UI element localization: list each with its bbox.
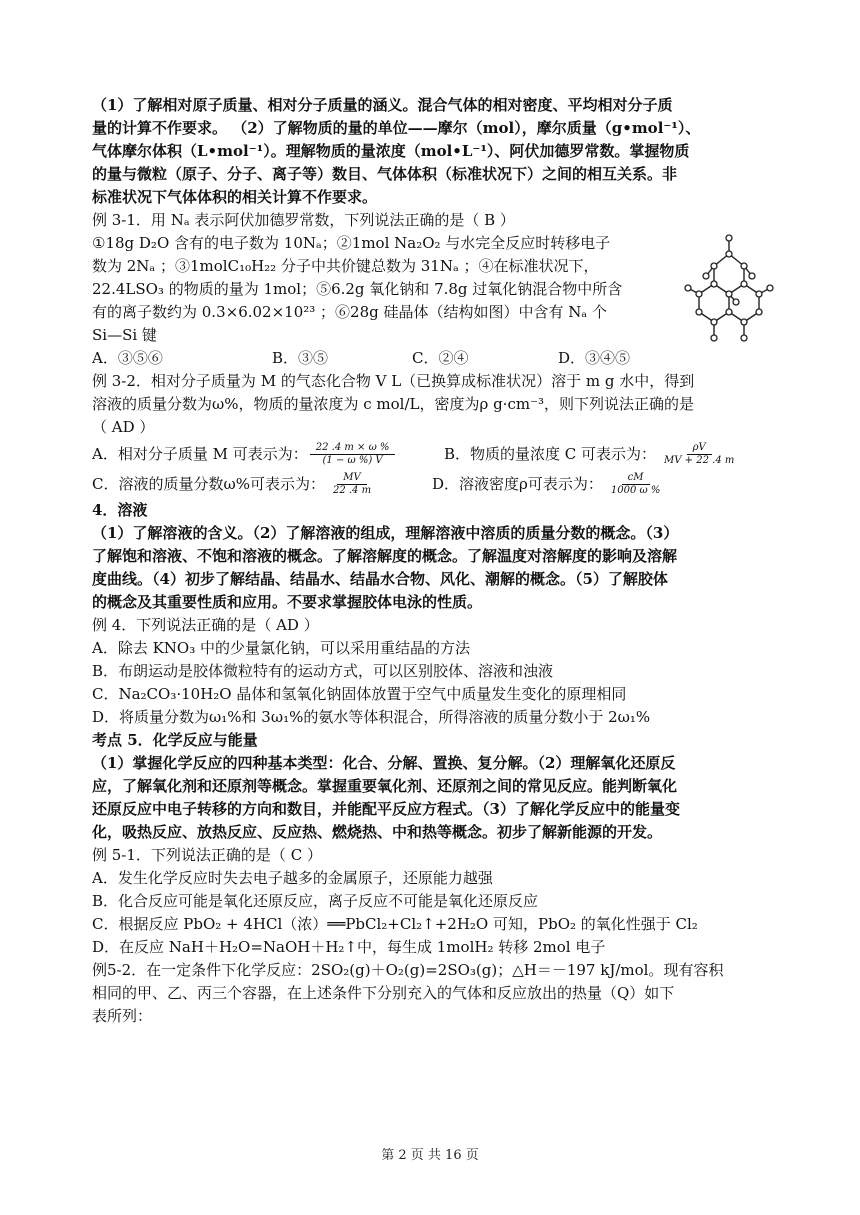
req-line: 度曲线。（4）初步了解结晶、结晶水、结晶水合物、风化、潮解的概念。（5）了解胶体 <box>92 570 668 588</box>
option-a-label: A．相对分子质量 M 可表示为： <box>92 444 308 463</box>
option-c <box>92 472 432 497</box>
options-cd <box>92 469 772 499</box>
req-line: （1）了解相对原子质量、相对分子质量的涵义。混合气体的相对密度、平均相对分子质 <box>92 96 673 114</box>
section4-requirements <box>92 522 772 614</box>
choice-c: C．②④ <box>412 349 469 367</box>
text-line: 相同的甲、乙、丙三个容器，在上述条件下分别充入的气体和反应放出的热量（Q）如下 <box>92 984 675 1002</box>
example-3-1 <box>92 209 772 370</box>
text-line: B．化合反应可能是氧化还原反应，离子反应不可能是氧化还原反应 <box>92 892 539 910</box>
numerator: cM <box>622 472 650 485</box>
example-3-2 <box>92 370 772 499</box>
text-line: ①18g D₂O 含有的电子数为 10Nₐ；②1mol Na₂O₂ 与水完全反应时转移电子 <box>92 234 611 252</box>
req-line: 量的计算不作要求。 （2）了解物质的量的单位——摩尔（mol），摩尔质量（g•mol⁻¹）、 <box>92 119 701 137</box>
option-d-label: D．溶液密度ρ可表示为： <box>432 474 603 493</box>
req-line: 化，吸热反应、放热反应、反应热、燃烧热、中和热等概念。初步了解新能源的开发。 <box>92 823 663 841</box>
text-line: A．除去 KNO₃ 中的少量氯化钠，可以采用重结晶的方法 <box>92 639 471 657</box>
text-line: 数为 2Nₐ ；③1molC₁₀H₂₂ 分子中共价键总数为 31Nₐ ；④在标准状况下， <box>92 257 599 275</box>
page-footer: 第 2 页 共 16 页 <box>381 1148 479 1163</box>
numerator: ρV <box>687 442 712 455</box>
choice-b: B．③⑤ <box>272 349 329 367</box>
req-line: 应，了解氧化剂和还原剂等概念。掌握重要氧化剂、还原剂之间的常见反应。能判断氧化 <box>92 777 678 795</box>
fraction <box>327 472 377 497</box>
denominator: 22 .4 m <box>332 484 372 496</box>
denominator: 1000 ω % <box>610 484 661 496</box>
text-line: 例 3-2．相对分子质量为 M 的气态化合物 V L（已换算成标准状况）溶于 m g 水中，得到 <box>92 372 695 390</box>
section3-requirements <box>92 94 772 209</box>
text-line: 例5-2．在一定条件下化学反应：2SO₂(g)＋O₂(g)=2SO₃(g)；△H＝－197 kJ/mol。现有容积 <box>92 961 724 979</box>
example-4 <box>92 614 772 729</box>
section5-requirements <box>92 752 772 844</box>
option-b <box>444 442 742 467</box>
text-line: 22.4LSO₃ 的物质的量为 1mol；⑤6.2g 氧化钠和 7.8g 过氧化钠混合物中所含 <box>92 280 623 298</box>
numerator: 22 .4 m × ω % <box>310 442 396 455</box>
option-c-label: C．溶液的质量分数ω%可表示为： <box>92 474 325 493</box>
req-line: 的量与微粒（原子、分子、离子等）数目、气体体积（标准状况下）之间的相互关系。非 <box>92 165 678 183</box>
question: 例 3-1．用 Nₐ 表示阿伏加德罗常数，下列说法正确的是（ B ） <box>92 211 515 229</box>
fraction <box>658 442 740 467</box>
fraction <box>310 442 396 467</box>
page-content <box>92 94 772 1028</box>
text-line: 例 5-1．下列说法正确的是（ C ） <box>92 846 322 864</box>
text-line: C．根据反应 PbO₂ + 4HCl（浓）══PbCl₂+Cl₂↑+2H₂O 可知，PbO₂ 的氧化性强于 Cl₂ <box>92 915 698 933</box>
section4-title: 4．溶液 <box>92 501 148 519</box>
req-line: （1）掌握化学反应的四种基本类型：化合、分解、置换、复分解。（2）理解氧化还原反 <box>92 754 676 772</box>
req-line: 气体摩尔体积（L•mol⁻¹）。理解物质的量浓度（mol•L⁻¹）、阿伏加德罗常数。掌握物质 <box>92 142 690 160</box>
text-line: Si—Si 键 <box>92 326 157 344</box>
text-line: 表所列： <box>92 1007 153 1025</box>
text-line: 例 4．下列说法正确的是（ AD ） <box>92 616 319 634</box>
option-b-label: B．物质的量浓度 C 可表示为： <box>444 444 657 463</box>
example-5-1 <box>92 844 772 959</box>
example-5-2 <box>92 959 772 1028</box>
text-line: B．布朗运动是胶体微粒特有的运动方式，可以区别胶体、溶液和浊液 <box>92 662 554 680</box>
text-line: D．将质量分数为ω₁%和 3ω₁%的氨水等体积混合，所得溶液的质量分数小于 2ω₁% <box>92 708 651 726</box>
req-line: （1）了解溶液的含义。（2）了解溶液的组成，理解溶液中溶质的质量分数的概念。（3） <box>92 524 679 542</box>
text-line: 溶液的质量分数为ω%，物质的量浓度为 c mol/L，密度为ρ g·cm⁻³，则下列说法正确的是 <box>92 395 695 413</box>
option-d <box>432 472 668 497</box>
text-line: C．Na₂CO₃·10H₂O 晶体和氢氧化钠固体放置于空气中质量发生变化的原理相同 <box>92 685 627 703</box>
req-line: 还原反应中电子转移的方向和数目，并能配平反应方程式。（3）了解化学反应中的能量变 <box>92 800 680 818</box>
text-line: A．发生化学反应时失去电子越多的金属原子，还原能力越强 <box>92 869 493 887</box>
denominator: (1 − ω %) V <box>322 454 383 466</box>
choices-row <box>92 347 772 370</box>
option-a <box>92 442 444 467</box>
options-ab <box>92 439 772 469</box>
text-line: （ AD ） <box>92 418 155 436</box>
section5-title: 考点 5．化学反应与能量 <box>92 731 258 749</box>
choice-a: A．③⑤⑥ <box>92 349 163 367</box>
text-line: 有的离子数约为 0.3×6.02×10²³ ；⑥28g 硅晶体（结构如图）中含有 Nₐ 个 <box>92 303 607 321</box>
numerator: MV <box>337 472 366 485</box>
silicon-crystal-structure-figure <box>684 232 774 344</box>
text-line: D．在反应 NaH＋H₂O=NaOH＋H₂↑中，每生成 1molH₂ 转移 2mol 电子 <box>92 938 606 956</box>
req-line: 的概念及其重要性质和应用。不要求掌握胶体电泳的性质。 <box>92 593 483 611</box>
denominator: MV + 22 .4 m <box>664 454 735 466</box>
fraction <box>605 472 666 497</box>
req-line: 了解饱和溶液、不饱和溶液的概念。了解溶解度的概念。了解温度对溶解度的影响及溶解 <box>92 547 678 565</box>
req-line: 标准状况下气体体积的相关计算不作要求。 <box>92 188 378 206</box>
choice-d: D．③④⑤ <box>558 349 631 367</box>
